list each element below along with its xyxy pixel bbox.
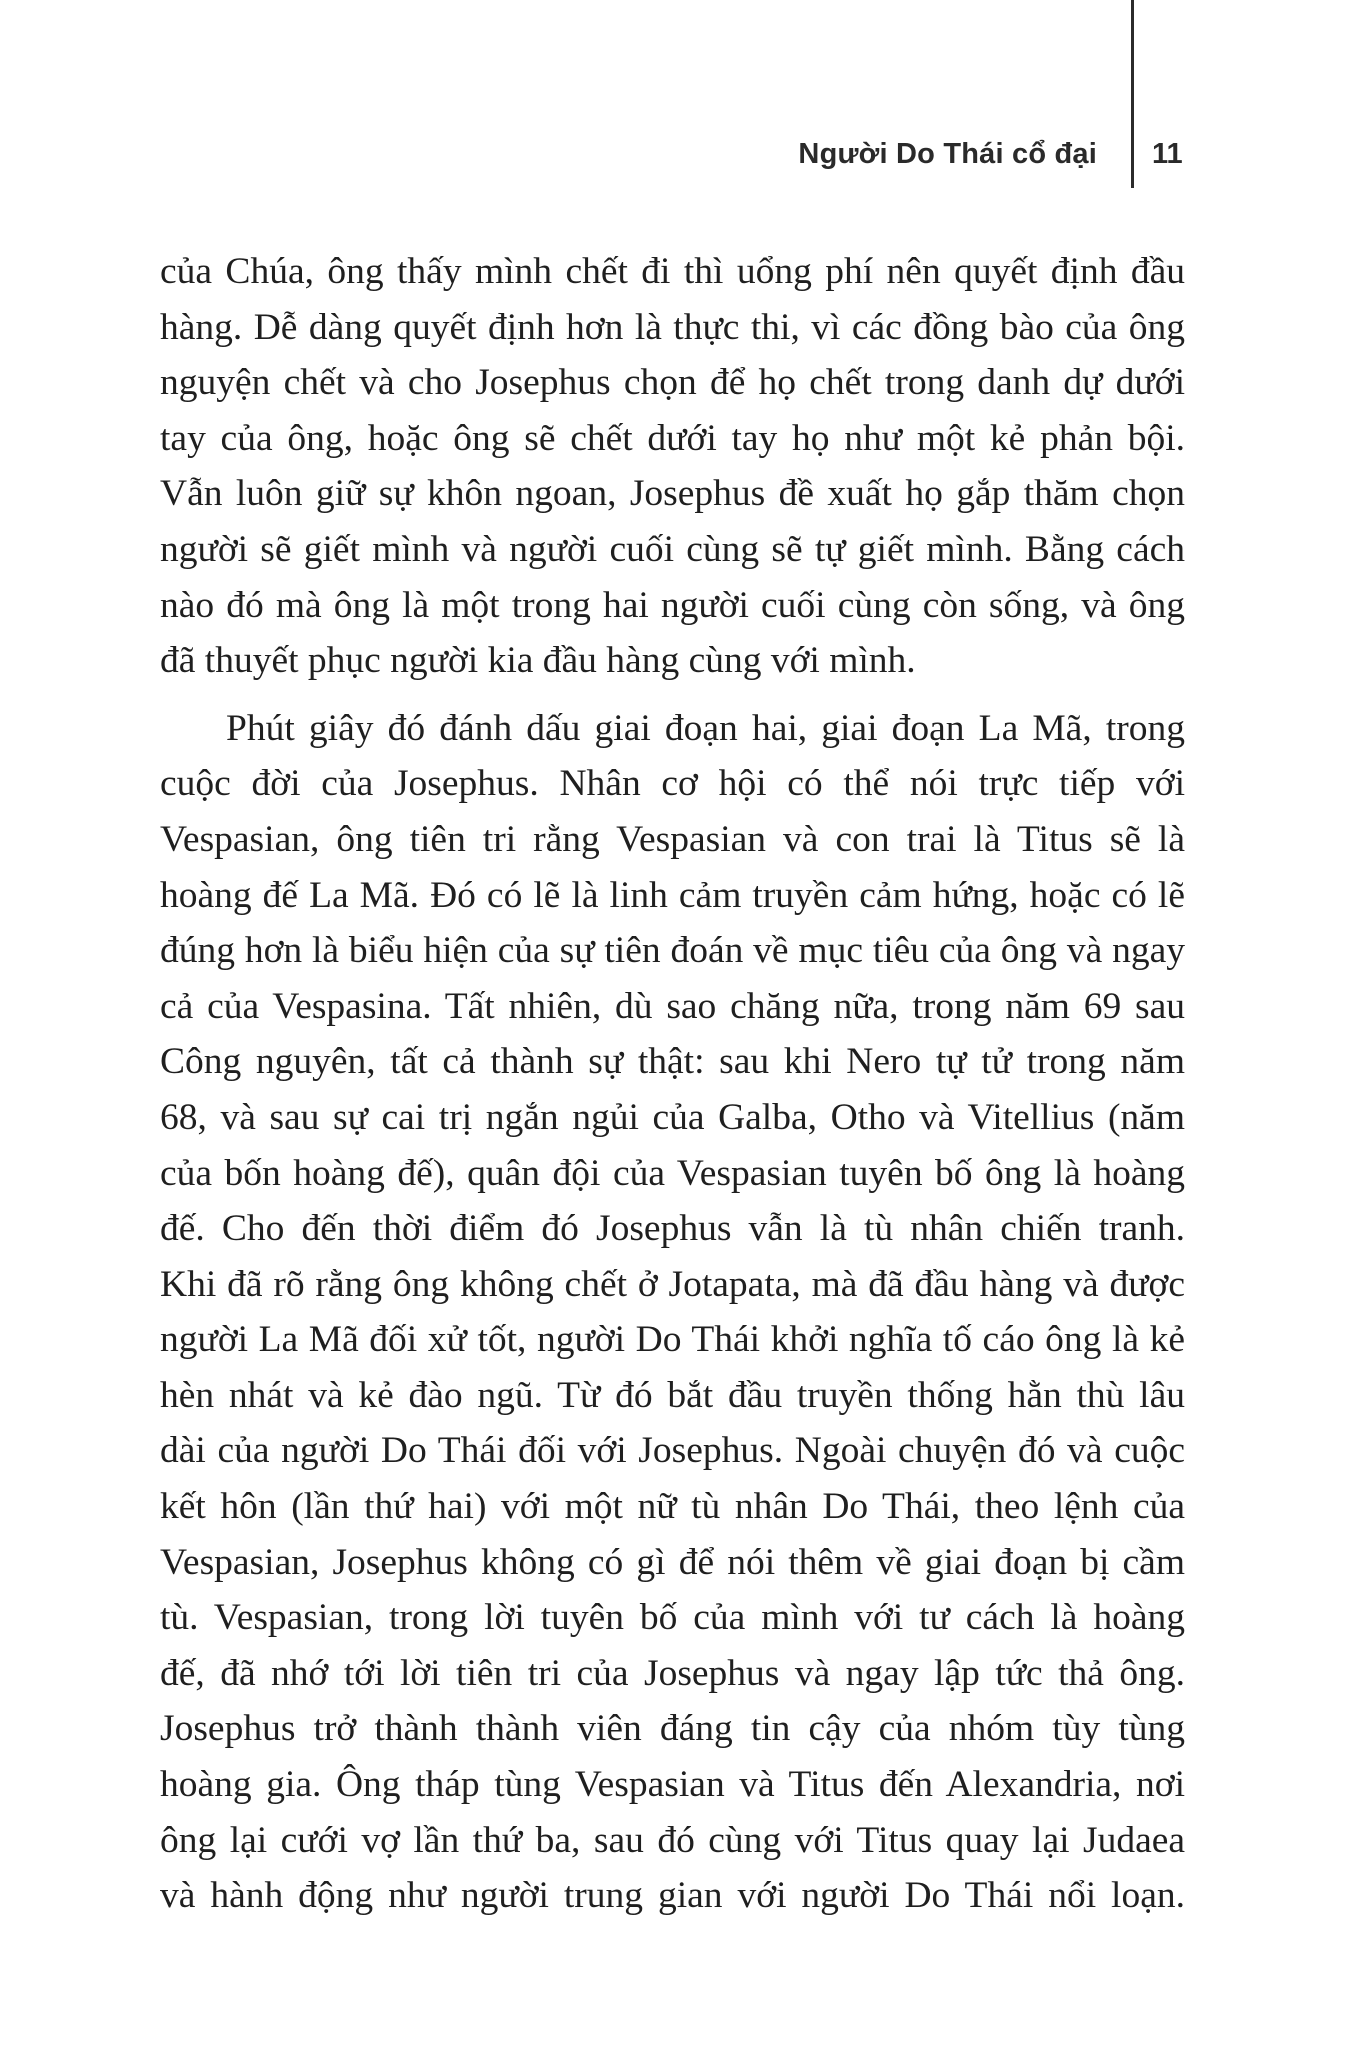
text-line: kết hôn (lần thứ hai) với một nữ tù nhân Do Thái, theo lệnh của: [160, 1486, 1185, 1528]
text-line: 68, và sau sự cai trị ngắn ngủi của Galba, Otho và Vitellius (năm: [160, 1096, 1185, 1138]
text-line: Công nguyên, tất cả thành sự thật: sau khi Nero tự tử trong năm: [160, 1041, 1185, 1083]
running-title: Người Do Thái cổ đại: [798, 138, 1097, 170]
text-line: hàng. Dễ dàng quyết định hơn là thực thi, vì các đồng bào của ông: [160, 306, 1185, 348]
text-line: đế. Cho đến thời điểm đó Josephus vẫn là tù nhân chiến tranh.: [160, 1208, 1185, 1250]
text-line: tù. Vespasian, trong lời tuyên bố của mình với tư cách là hoàng: [160, 1597, 1185, 1639]
text-line: Khi đã rõ rằng ông không chết ở Jotapata, mà đã đầu hàng và được: [160, 1263, 1185, 1305]
text-line: Josephus trở thành thành viên đáng tin cậy của nhóm tùy tùng: [160, 1708, 1185, 1750]
text-line: nào đó mà ông là một trong hai người cuối cùng còn sống, và ông: [160, 584, 1185, 626]
text-line: Vespasian, Josephus không có gì để nói thêm về giai đoạn bị cầm: [160, 1541, 1185, 1583]
text-line: ông lại cưới vợ lần thứ ba, sau đó cùng với Titus quay lại Judaea: [160, 1819, 1185, 1861]
text-line: hoàng gia. Ông tháp tùng Vespasian và Titus đến Alexandria, nơi: [160, 1764, 1185, 1806]
text-line: nguyện chết và cho Josephus chọn để họ chết trong danh dự dưới: [160, 362, 1185, 404]
text-line: Vẫn luôn giữ sự khôn ngoan, Josephus đề xuất họ gắp thăm chọn: [160, 473, 1185, 515]
text-line: của Chúa, ông thấy mình chết đi thì uổng phí nên quyết định đầu: [160, 251, 1185, 292]
text-line: người La Mã đối xử tốt, người Do Thái khởi nghĩa tố cáo ông là kẻ: [160, 1319, 1185, 1361]
paragraph: [160, 244, 1185, 689]
text-line: cả của Vespasina. Tất nhiên, dù sao chăng nữa, trong năm 69 sau: [160, 985, 1185, 1027]
text-line: Phút giây đó đánh dấu giai đoạn hai, giai đoạn La Mã, trong: [226, 707, 1185, 749]
body-text: [160, 244, 1185, 1924]
text-line: hèn nhát và kẻ đào ngũ. Từ đó bắt đầu truyền thống hằn thù lâu: [160, 1374, 1185, 1416]
text-line: đế, đã nhớ tới lời tiên tri của Josephus và ngay lập tức thả ông.: [160, 1652, 1185, 1694]
text-line: và hành động như người trung gian với người Do Thái nổi loạn.: [160, 1875, 1185, 1917]
text-line: người sẽ giết mình và người cuối cùng sẽ tự giết mình. Bằng cách: [160, 528, 1185, 570]
paragraph: [160, 701, 1185, 1924]
text-line: hoàng đế La Mã. Đó có lẽ là linh cảm truyền cảm hứng, hoặc có lẽ: [160, 874, 1185, 916]
text-line: dài của người Do Thái đối với Josephus. Ngoài chuyện đó và cuộc: [160, 1430, 1185, 1472]
text-line: tay của ông, hoặc ông sẽ chết dưới tay họ như một kẻ phản bội.: [160, 417, 1185, 459]
text-line: của bốn hoàng đế), quân đội của Vespasian tuyên bố ông là hoàng: [160, 1152, 1185, 1194]
text-line: đã thuyết phục người kia đầu hàng cùng với mình.: [160, 640, 916, 682]
text-line: cuộc đời của Josephus. Nhân cơ hội có thể nói trực tiếp với: [160, 763, 1185, 805]
text-line: đúng hơn là biểu hiện của sự tiên đoán về mục tiêu của ông và ngay: [160, 930, 1185, 972]
running-head: [0, 138, 1365, 178]
page-number: 11: [1152, 138, 1183, 170]
text-line: Vespasian, ông tiên tri rằng Vespasian và con trai là Titus sẽ là: [160, 818, 1185, 860]
